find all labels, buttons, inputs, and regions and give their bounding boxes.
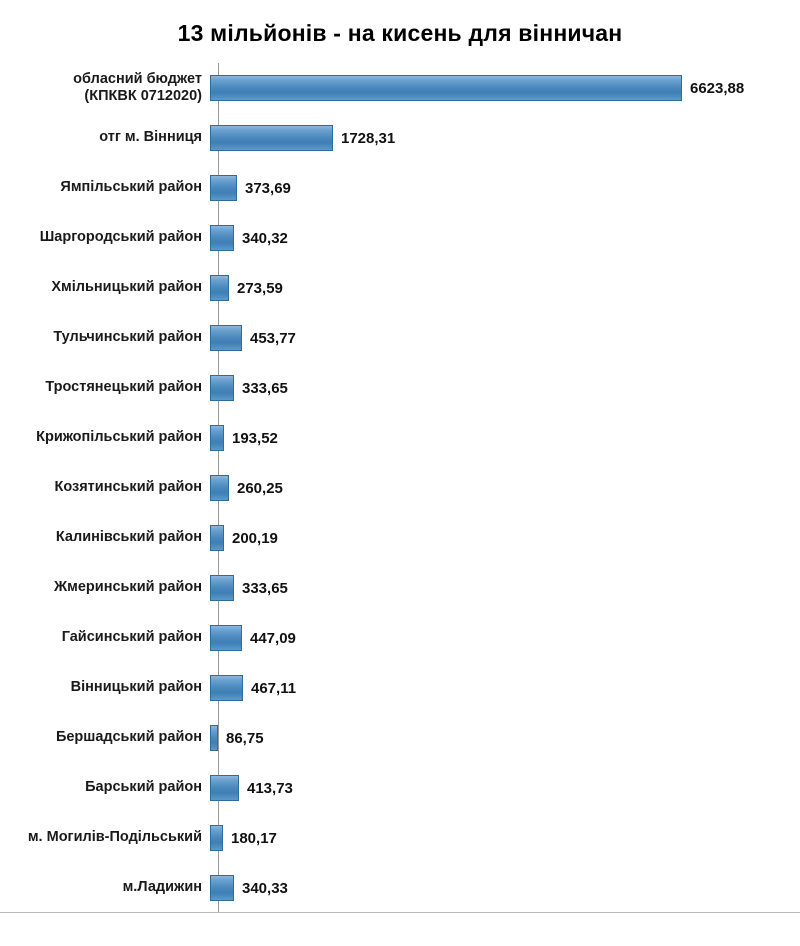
bar-zone — [210, 713, 800, 763]
bar-row — [0, 513, 800, 563]
bar-value-label: 6623,88 — [690, 79, 745, 97]
bar-row — [0, 463, 800, 513]
bar — [210, 325, 242, 351]
bar-row — [0, 563, 800, 613]
category-label — [0, 479, 210, 496]
bar-zone — [210, 613, 800, 663]
category-label-line1: Жмеринський район — [54, 579, 202, 596]
bar-row — [0, 813, 800, 863]
bar-value-label: 86,75 — [226, 729, 264, 747]
bar-zone — [210, 463, 800, 513]
bar-zone — [210, 313, 800, 363]
bar-value-label: 273,59 — [237, 279, 283, 297]
bar-rows — [0, 63, 800, 913]
bar-row — [0, 413, 800, 463]
category-label — [0, 329, 210, 346]
category-label — [0, 779, 210, 796]
category-label-line1: Хмільницький район — [51, 279, 202, 296]
bar-row — [0, 263, 800, 313]
bar-row — [0, 663, 800, 713]
bar — [210, 75, 682, 101]
bar-value-label: 467,11 — [251, 679, 297, 697]
bar-value-label: 180,17 — [231, 829, 277, 847]
page-title: 13 мільйонів - на кисень для вінничан — [177, 20, 623, 46]
category-axis-line — [0, 912, 800, 913]
bar-zone — [210, 663, 800, 713]
bar-value-label: 1728,31 — [341, 129, 396, 147]
category-label-line2: (КПКВК 0712020) — [84, 88, 202, 104]
bar-row — [0, 763, 800, 813]
category-label-line1: Бершадський район — [55, 729, 202, 746]
bar-zone — [210, 363, 800, 413]
bar-row — [0, 863, 800, 913]
bar — [210, 625, 242, 651]
category-label — [0, 729, 210, 746]
bar-zone — [210, 263, 800, 313]
category-label-line1: Шаргородський район — [39, 229, 202, 246]
bar-zone — [210, 763, 800, 813]
category-label — [0, 579, 210, 596]
bar-value-label: 373,69 — [245, 179, 291, 197]
category-label — [0, 429, 210, 446]
plot-area — [0, 63, 800, 913]
bar-value-label: 333,65 — [242, 379, 288, 397]
bar-row — [0, 113, 800, 163]
bar-zone — [210, 813, 800, 863]
bar — [210, 125, 333, 151]
category-label-line1: Ямпільський район — [60, 179, 202, 196]
bar-value-label: 453,77 — [250, 329, 296, 347]
bar — [210, 275, 229, 301]
category-label-line1: Крижопільський район — [36, 429, 202, 446]
bar-row — [0, 63, 800, 113]
bar-zone — [210, 863, 800, 913]
category-label — [0, 829, 210, 846]
bar — [210, 875, 234, 901]
bar — [210, 825, 223, 851]
bar — [210, 575, 234, 601]
category-label-line1: Барський район — [85, 779, 202, 796]
bar — [210, 425, 224, 451]
category-label-line1: м.Ладижин — [122, 879, 202, 896]
category-label — [0, 529, 210, 546]
category-label — [0, 629, 210, 646]
bar — [210, 225, 234, 251]
bar-zone — [210, 63, 800, 113]
category-label-line1: обласний бюджет — [73, 70, 202, 87]
bar-zone — [210, 163, 800, 213]
bar-row — [0, 213, 800, 263]
bar-value-label: 340,33 — [242, 879, 288, 897]
category-label-line1: м. Могилів-Подільський — [27, 829, 202, 846]
category-label — [0, 279, 210, 296]
category-label-line1: Тростянецький район — [45, 379, 202, 396]
category-label — [0, 679, 210, 696]
bar-zone — [210, 113, 800, 163]
bar-zone — [210, 213, 800, 263]
bar — [210, 175, 237, 201]
category-label-line1: Тульчинський район — [53, 329, 202, 346]
bar-zone — [210, 413, 800, 463]
bar-value-label: 260,25 — [237, 479, 283, 497]
bar-value-label: 447,09 — [250, 629, 296, 647]
bar-zone — [210, 513, 800, 563]
bar-row — [0, 313, 800, 363]
bar-value-label: 413,73 — [247, 779, 293, 797]
category-label — [0, 229, 210, 246]
bar-row — [0, 363, 800, 413]
category-label — [0, 379, 210, 396]
category-label-line1: отг м. Вінниця — [99, 129, 202, 146]
bar — [210, 675, 243, 701]
bar-row — [0, 163, 800, 213]
bar-row — [0, 713, 800, 763]
bar — [210, 725, 218, 751]
bar-value-label: 200,19 — [232, 529, 278, 547]
bar-row — [0, 613, 800, 663]
bar-value-label: 193,52 — [232, 429, 278, 447]
category-label-line1: Калинівський район — [55, 529, 202, 546]
bar — [210, 775, 239, 801]
category-label-line1: Вінницький район — [70, 679, 202, 696]
category-label-line1: Гайсинський район — [61, 629, 202, 646]
category-label — [0, 129, 210, 146]
category-label — [0, 71, 210, 105]
category-label-line1: Козятинський район — [54, 479, 202, 496]
bar — [210, 525, 224, 551]
bar-zone — [210, 563, 800, 613]
category-label — [0, 179, 210, 196]
bar-value-label: 340,32 — [242, 229, 288, 247]
bar — [210, 475, 229, 501]
bar-value-label: 333,65 — [242, 579, 288, 597]
category-label — [0, 879, 210, 896]
bar — [210, 375, 234, 401]
